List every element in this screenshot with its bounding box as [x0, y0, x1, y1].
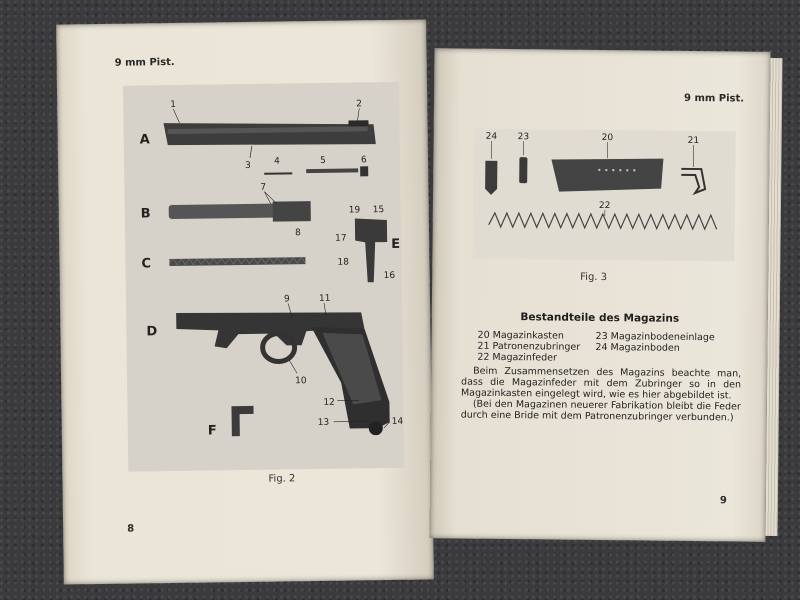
- row-label-a: A: [139, 132, 150, 148]
- row-label-b: B: [140, 206, 151, 222]
- paragraph: Beim Zusammensetzen des Magazins beachte man, dass die Magazinfeder mit dem Zubringer so in den Magazinkasten eingelegt wird, wie es hier abgebildet ist.: [460, 365, 742, 402]
- figure-2-photo: [123, 82, 404, 472]
- parts-list-right: [595, 331, 714, 354]
- part-number-9: 9: [283, 294, 290, 305]
- left-page: [56, 19, 434, 584]
- row-label-e: E: [391, 236, 401, 252]
- part-number-8: 8: [294, 228, 301, 239]
- part-number-10: 10: [295, 376, 307, 387]
- body-text: [461, 366, 742, 424]
- parts-list-left: [477, 330, 580, 364]
- part-number-18: 18: [337, 257, 349, 268]
- right-running-head: 9 mm Pist.: [684, 92, 745, 105]
- part-number-6: 6: [360, 155, 367, 166]
- fig3-number-23: 23: [517, 132, 530, 143]
- part-number-4: 4: [273, 156, 280, 167]
- part-number-15: 15: [372, 205, 385, 216]
- part-number-7: 7: [260, 182, 267, 193]
- fig3-number-20: 20: [601, 133, 614, 144]
- part-number-11: 11: [318, 293, 331, 304]
- slide-part-illustration: [163, 120, 375, 147]
- part-item: 21 Patronenzubringer: [477, 340, 581, 353]
- fig3-number-24: 24: [485, 131, 498, 142]
- right-page: [429, 48, 770, 541]
- part-number-3: 3: [245, 160, 251, 171]
- left-running-head: 9 mm Pist.: [114, 56, 175, 69]
- part-number-16: 16: [383, 270, 396, 282]
- figure-3-illustration: [472, 129, 735, 262]
- part-number-5: 5: [319, 155, 326, 166]
- section-heading: Bestandteile des Magazins: [520, 311, 680, 325]
- part-item: 24 Magazinboden: [595, 341, 680, 354]
- right-page-number: 9: [719, 495, 727, 507]
- fig3-number-22: 22: [598, 200, 611, 212]
- part-item: 20 Magazinkasten: [477, 329, 564, 342]
- figure-3-caption: Fig. 3: [580, 271, 608, 284]
- row-label-f: F: [207, 423, 217, 439]
- left-page-number: 8: [127, 523, 135, 535]
- figure-2-caption: Fig. 2: [268, 473, 296, 485]
- part-number-1: 1: [170, 99, 177, 111]
- part-item: 23 Magazinbodeneinlage: [595, 330, 715, 344]
- part-number-19: 19: [348, 205, 361, 216]
- part-number-17: 17: [335, 233, 347, 244]
- part-item: 22 Magazinfeder: [477, 351, 558, 364]
- part-number-12: 12: [323, 397, 335, 408]
- fig3-number-21: 21: [687, 135, 700, 147]
- part-number-14: 14: [391, 416, 404, 427]
- paragraph: (Bei den Magazinen neuerer Fabrikation bleibt die Feder durch eine Bride mit dem Patronenzubringer verbunden.): [460, 398, 741, 424]
- row-label-d: D: [146, 324, 158, 340]
- row-label-c: C: [141, 256, 152, 272]
- part-number-13: 13: [317, 417, 330, 428]
- part-number-2: 2: [356, 99, 363, 110]
